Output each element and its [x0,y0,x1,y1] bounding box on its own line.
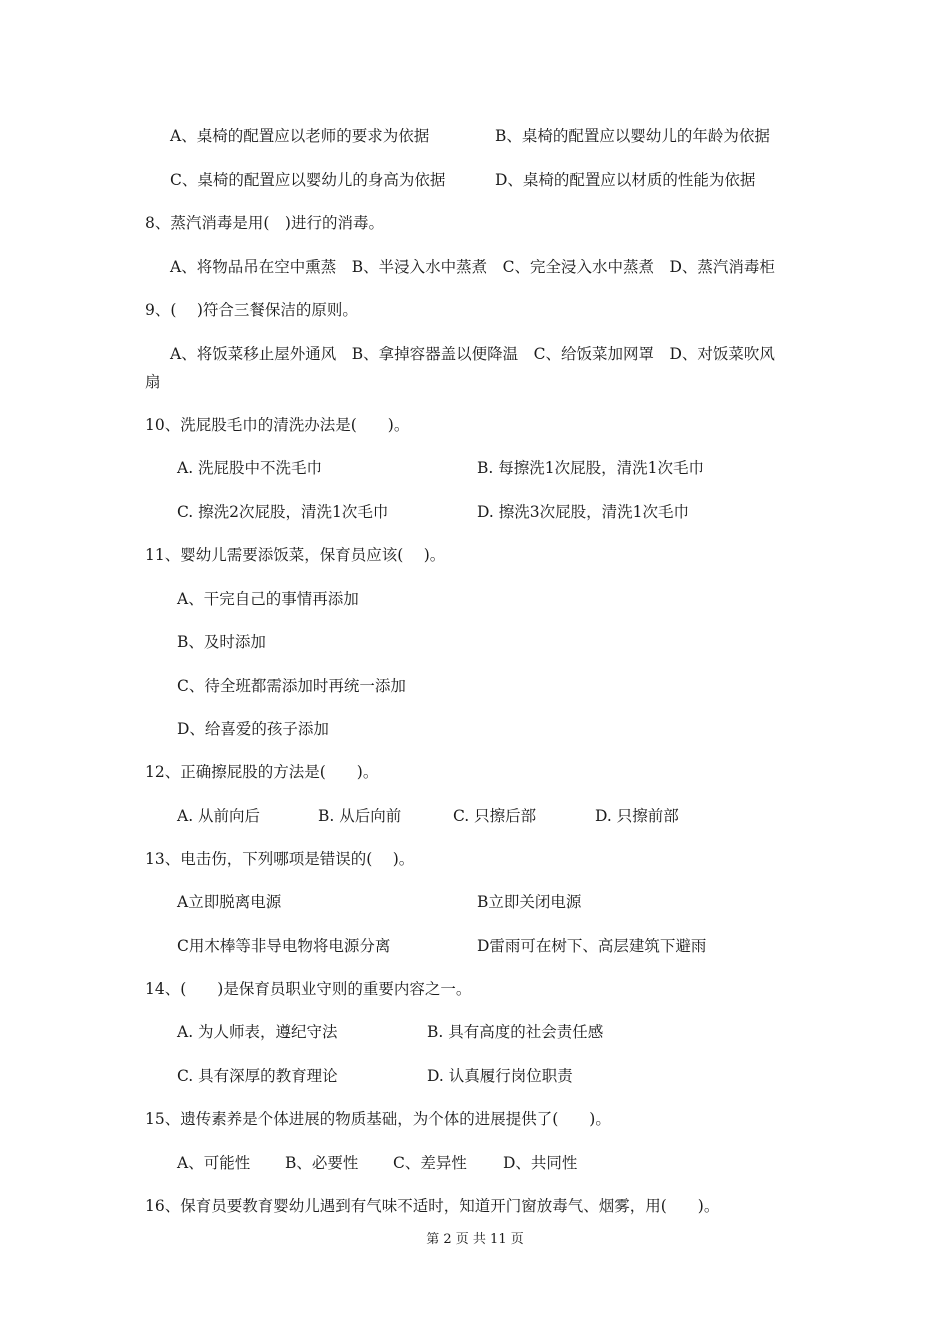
q7-option-d: D、桌椅的配置应以材质的性能为依据 [495,171,756,189]
q12-option-a: A. 从前向后 [177,807,261,825]
q11-option-b: B、及时添加 [177,633,266,651]
q15-option-d: D、共同性 [503,1154,578,1172]
q14-stem: 14、( )是保育员职业守则的重要内容之一。 [145,980,472,998]
q8-stem: 8、蒸汽消毒是用( )进行的消毒。 [145,214,384,232]
page-footer: 第 2 页 共 11 页 [426,1232,524,1247]
q14-option-d: D. 认真履行岗位职责 [427,1067,573,1085]
q12-option-c: C. 只擦后部 [453,807,537,825]
q14-option-b: B. 具有高度的社会责任感 [427,1023,604,1041]
q10-option-b: B. 每擦洗1次屁股，清洗1次毛巾 [477,459,704,477]
q12-option-d: D. 只擦前部 [595,807,679,825]
q7-option-b: B、桌椅的配置应以婴幼儿的年龄为依据 [495,127,770,145]
q13-option-c: C用木棒等非导电物将电源分离 [177,937,391,955]
q15-option-c: C、差异性 [393,1154,467,1172]
q10-option-d: D. 擦洗3次屁股，清洗1次毛巾 [477,503,689,521]
q14-option-c: C. 具有深厚的教育理论 [177,1067,338,1085]
q12-stem: 12、正确擦屁股的方法是( )。 [145,763,379,781]
q10-stem: 10、洗屁股毛巾的清洗办法是( )。 [145,416,410,434]
q9-options: A、将饭菜移止屋外通风 B、拿掉容器盖以便降温 C、给饭菜加网罩 D、对饭菜吹风 [170,345,775,363]
q13-option-b: B立即关闭电源 [477,893,582,911]
q13-option-a: A立即脱离电源 [177,893,282,911]
q11-option-d: D、给喜爱的孩子添加 [177,720,329,738]
q10-option-a: A. 洗屁股中不洗毛巾 [177,459,323,477]
q10-option-c: C. 擦洗2次屁股，清洗1次毛巾 [177,503,389,521]
q16-stem: 16、保育员要教育婴幼儿遇到有气味不适时，知道开门窗放毒气、烟雾，用( )。 [145,1197,720,1215]
q15-option-b: B、必要性 [285,1154,359,1172]
q12-option-b: B. 从后向前 [318,807,402,825]
q11-option-c: C、待全班都需添加时再统一添加 [177,677,406,695]
q13-option-d: D雷雨可在树下、高层建筑下避雨 [477,937,707,955]
q7-option-c: C、桌椅的配置应以婴幼儿的身高为依据 [170,171,446,189]
q15-stem: 15、遗传素养是个体进展的物质基础，为个体的进展提供了( )。 [145,1110,611,1128]
q13-stem: 13、电击伤，下列哪项是错误的( )。 [145,850,415,868]
q14-option-a: A. 为人师表，遵纪守法 [177,1023,338,1041]
q11-stem: 11、婴幼儿需要添饭菜，保育员应该( )。 [145,546,446,564]
q15-option-a: A、可能性 [177,1154,251,1172]
q11-option-a: A、干完自己的事情再添加 [177,590,359,608]
q7-option-a: A、桌椅的配置应以老师的要求为依据 [170,127,430,145]
q8-options: A、将物品吊在空中熏蒸 B、半浸入水中蒸煮 C、完全浸入水中蒸煮 D、蒸汽消毒柜 [170,258,775,276]
q9-stem: 9、( )符合三餐保洁的原则。 [145,301,358,319]
q9-options-wrap: 扇 [145,373,161,391]
